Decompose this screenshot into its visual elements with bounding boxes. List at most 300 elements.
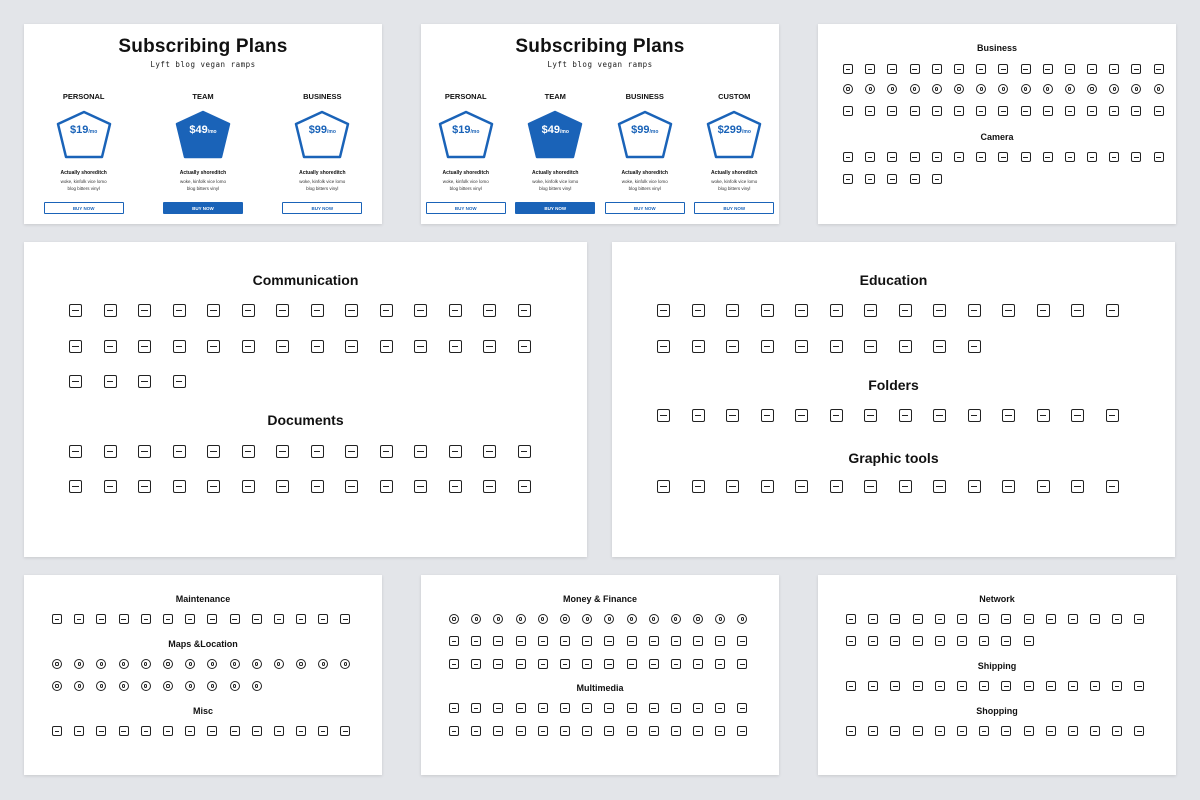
money-icon	[560, 659, 570, 669]
multimedia-icon	[671, 726, 681, 736]
plans-subtitle: Lyft blog vegan ramps	[547, 60, 653, 69]
maps-icon	[74, 681, 84, 691]
maps-icon	[96, 681, 106, 691]
business-icon	[1043, 106, 1053, 116]
communication-icon	[104, 304, 117, 317]
graphic-icon	[795, 480, 808, 493]
plan-desc-heading: Actually shoreditch	[299, 170, 346, 176]
folders-icon	[1071, 409, 1084, 422]
plan-desc-line: woke, kinfolk vice lomo	[299, 179, 346, 184]
communication-icon	[345, 304, 358, 317]
graphic-icon	[726, 480, 739, 493]
plan-column	[161, 92, 245, 214]
documents-icon	[242, 445, 255, 458]
business-icon	[976, 64, 986, 74]
shopping-icon	[890, 726, 900, 736]
communication-icon	[483, 340, 496, 353]
camera-icon	[865, 174, 875, 184]
money-icon	[471, 659, 481, 669]
price-badge	[617, 110, 673, 160]
icon-row	[846, 636, 1046, 646]
icon-row	[846, 614, 1157, 624]
price-label	[527, 124, 583, 136]
shopping-icon	[868, 726, 878, 736]
money-icon	[715, 614, 725, 624]
plan-column	[603, 92, 687, 214]
camera-icon	[910, 152, 920, 162]
business-icon	[887, 84, 897, 94]
maps-icon	[141, 681, 151, 691]
multimedia-icon	[449, 726, 459, 736]
education-icon	[830, 304, 843, 317]
multimedia-icon	[715, 703, 725, 713]
misc-icon	[274, 726, 284, 736]
education-icon	[657, 304, 670, 317]
documents-icon	[345, 445, 358, 458]
folders-title: Folders	[868, 377, 919, 393]
graphic-icon	[761, 480, 774, 493]
maps-icon	[296, 659, 306, 669]
business-icon	[1154, 84, 1164, 94]
price-label	[294, 124, 350, 136]
icon-row	[449, 614, 760, 624]
documents-icon	[138, 445, 151, 458]
maintenance-title: Maintenance	[175, 594, 231, 604]
plan-desc-line: blog bitters vinyl	[306, 186, 339, 191]
multimedia-icon	[493, 726, 503, 736]
money-icon	[693, 614, 703, 624]
communication-icon	[380, 340, 393, 353]
business-icon	[910, 64, 920, 74]
plan-desc	[443, 178, 489, 192]
maintenance-icon	[96, 614, 106, 624]
money-icon	[649, 614, 659, 624]
network-icon	[890, 614, 900, 624]
multimedia-title: Multimedia	[576, 683, 624, 693]
communication-icon	[449, 304, 462, 317]
plan-name: TEAM	[192, 92, 214, 101]
money-icon	[604, 636, 614, 646]
graphic-icon	[1037, 480, 1050, 493]
maps-icon	[230, 681, 240, 691]
business-icon	[954, 106, 964, 116]
communication-icon	[311, 340, 324, 353]
price-amount: $49	[541, 124, 560, 136]
icon-row	[52, 681, 274, 691]
maps-icon	[163, 659, 173, 669]
multimedia-icon	[449, 703, 459, 713]
icon-row	[69, 304, 552, 317]
business-icon	[932, 64, 942, 74]
communication-icon	[173, 304, 186, 317]
money-icon	[493, 659, 503, 669]
documents-icon	[173, 445, 186, 458]
icon-row	[846, 681, 1157, 691]
maps-icon	[274, 659, 284, 669]
money-icon	[671, 614, 681, 624]
documents-icon	[242, 480, 255, 493]
business-icon	[954, 64, 964, 74]
business-icon	[910, 84, 920, 94]
shopping-icon	[1134, 726, 1144, 736]
shipping-icon	[979, 681, 989, 691]
plans-row	[421, 92, 779, 214]
icon-row	[657, 340, 1002, 353]
education-icon	[1037, 304, 1050, 317]
communication-icon	[207, 340, 220, 353]
plan-desc-line: woke, kinfolk vice lomo	[442, 179, 489, 184]
multimedia-icon	[715, 726, 725, 736]
documents-icon	[104, 445, 117, 458]
communication-icon	[345, 340, 358, 353]
business-icon	[887, 106, 897, 116]
shopping-icon	[1112, 726, 1122, 736]
plan-column	[42, 92, 126, 214]
graphic-icon	[1071, 480, 1084, 493]
network-icon	[1024, 636, 1034, 646]
shipping-icon	[1134, 681, 1144, 691]
education-icon	[864, 304, 877, 317]
icon-row	[449, 726, 760, 736]
misc-icon	[340, 726, 350, 736]
education-icon	[692, 304, 705, 317]
business-icon	[976, 106, 986, 116]
documents-icon	[449, 445, 462, 458]
business-icon	[998, 64, 1008, 74]
camera-icon	[1043, 152, 1053, 162]
plan-desc	[711, 178, 757, 192]
camera-icon	[1154, 152, 1164, 162]
education-icon	[726, 304, 739, 317]
communication-icon	[276, 340, 289, 353]
icon-row	[52, 726, 363, 736]
multimedia-icon	[516, 703, 526, 713]
money-icon	[516, 614, 526, 624]
money-icon	[737, 636, 747, 646]
shopping-icon	[1090, 726, 1100, 736]
communication-icon	[449, 340, 462, 353]
misc-icon	[119, 726, 129, 736]
plan-desc-line: woke, kinfolk vice lomo	[621, 179, 668, 184]
maintenance-icon	[52, 614, 62, 624]
documents-icon	[69, 480, 82, 493]
business-icon	[998, 106, 1008, 116]
misc-icon	[207, 726, 217, 736]
education-icon	[899, 340, 912, 353]
price-badge	[438, 110, 494, 160]
communication-icon	[276, 304, 289, 317]
network-icon	[1090, 614, 1100, 624]
money-icon	[516, 636, 526, 646]
money-icon	[715, 659, 725, 669]
plans-title: Subscribing Plans	[515, 36, 685, 57]
documents-icon	[518, 480, 531, 493]
maps-icon	[163, 681, 173, 691]
shipping-icon	[846, 681, 856, 691]
camera-icon	[1109, 152, 1119, 162]
shopping-icon	[1046, 726, 1056, 736]
plan-name: TEAM	[544, 92, 566, 101]
multimedia-icon	[538, 703, 548, 713]
maps-icon	[96, 659, 106, 669]
documents-icon	[483, 445, 496, 458]
price-amount: $49	[189, 124, 208, 136]
multimedia-icon	[582, 726, 592, 736]
network-icon	[979, 614, 989, 624]
money-icon	[649, 636, 659, 646]
money-icon	[715, 636, 725, 646]
shipping-icon	[868, 681, 878, 691]
money-icon	[538, 636, 548, 646]
documents-icon	[380, 480, 393, 493]
icon-row	[657, 480, 1140, 493]
icon-row	[449, 703, 760, 713]
shopping-title: Shopping	[976, 706, 1018, 716]
graphic-icon	[933, 480, 946, 493]
plans-row	[24, 92, 382, 214]
business-icon	[1087, 64, 1097, 74]
buy-now-button[interactable]: BUY NOW	[605, 202, 685, 214]
communication-icon	[173, 340, 186, 353]
money-icon	[627, 636, 637, 646]
misc-icon	[74, 726, 84, 736]
communication-icon	[483, 304, 496, 317]
plan-desc-line: blog bitters vinyl	[67, 186, 100, 191]
icon-row	[69, 445, 552, 458]
network-icon	[979, 636, 989, 646]
education-title: Education	[859, 272, 928, 288]
multimedia-icon	[604, 726, 614, 736]
maps-icon	[141, 659, 151, 669]
money-icon	[627, 659, 637, 669]
communication-icon	[207, 304, 220, 317]
plan-column	[424, 92, 508, 214]
maps-title: Maps &Location	[168, 639, 238, 649]
money-icon	[560, 614, 570, 624]
icon-row	[52, 659, 363, 669]
communication-icon	[242, 304, 255, 317]
documents-icon	[311, 480, 324, 493]
money-icon	[582, 636, 592, 646]
maps-icon	[185, 659, 195, 669]
buy-now-button[interactable]: BUY NOW	[426, 202, 506, 214]
price-unit: /mo	[649, 129, 659, 135]
business-icon	[843, 84, 853, 94]
maps-icon	[207, 681, 217, 691]
business-icon	[1131, 64, 1141, 74]
multimedia-icon	[560, 703, 570, 713]
icon-row	[843, 84, 1176, 94]
multimedia-icon	[516, 726, 526, 736]
buy-now-button[interactable]: BUY NOW	[282, 202, 362, 214]
buy-now-button[interactable]: BUY NOW	[515, 202, 595, 214]
documents-icon	[345, 480, 358, 493]
multimedia-icon	[604, 703, 614, 713]
documents-icon	[104, 480, 117, 493]
shipping-icon	[1046, 681, 1056, 691]
plan-desc-line: woke, kinfolk vice lomo	[711, 179, 758, 184]
multimedia-icon	[627, 726, 637, 736]
business-icon	[932, 106, 942, 116]
shipping-icon	[1001, 681, 1011, 691]
business-icon	[976, 84, 986, 94]
business-icon	[865, 64, 875, 74]
maps-icon	[52, 681, 62, 691]
misc-icon	[252, 726, 262, 736]
money-icon	[582, 614, 592, 624]
business-icon	[1043, 64, 1053, 74]
plan-desc-line: blog bitters vinyl	[628, 186, 661, 191]
plan-name: CUSTOM	[718, 92, 751, 101]
graphic-title: Graphic tools	[848, 450, 939, 466]
shopping-icon	[1024, 726, 1034, 736]
documents-title: Documents	[267, 412, 344, 428]
network-icon	[957, 614, 967, 624]
graphic-icon	[830, 480, 843, 493]
education-icon	[933, 340, 946, 353]
icon-row	[69, 340, 552, 353]
documents-icon	[173, 480, 186, 493]
misc-icon	[96, 726, 106, 736]
plan-desc	[532, 178, 578, 192]
shipping-icon	[1112, 681, 1122, 691]
plan-desc-line: blog bitters vinyl	[539, 186, 572, 191]
documents-icon	[207, 480, 220, 493]
plan-name: PERSONAL	[62, 92, 105, 101]
communication-icon	[311, 304, 324, 317]
maps-icon	[74, 659, 84, 669]
business-icon	[1109, 64, 1119, 74]
education-icon	[795, 340, 808, 353]
money-icon	[582, 659, 592, 669]
misc-icon	[141, 726, 151, 736]
money-icon	[671, 659, 681, 669]
shopping-icon	[1068, 726, 1078, 736]
network-icon	[868, 636, 878, 646]
plan-column	[692, 92, 776, 214]
price-label	[617, 124, 673, 136]
money-icon	[693, 636, 703, 646]
maintenance-icon	[119, 614, 129, 624]
business-icon	[843, 106, 853, 116]
money-icon	[471, 636, 481, 646]
plan-desc-line: blog bitters vinyl	[449, 186, 482, 191]
buy-now-button[interactable]: BUY NOW	[163, 202, 243, 214]
price-unit: /mo	[327, 129, 336, 135]
folders-icon	[657, 409, 670, 422]
maintenance-icon	[163, 614, 173, 624]
plan-desc-heading: Actually shoreditch	[60, 170, 107, 176]
education-icon	[968, 304, 981, 317]
multimedia-icon	[671, 703, 681, 713]
plan-column	[513, 92, 597, 214]
folders-icon	[968, 409, 981, 422]
folders-icon	[933, 409, 946, 422]
folders-icon	[795, 409, 808, 422]
multimedia-icon	[737, 703, 747, 713]
maintenance-icon	[185, 614, 195, 624]
icon-row	[449, 636, 760, 646]
money-icon	[560, 636, 570, 646]
maintenance-icon	[340, 614, 350, 624]
camera-icon	[954, 152, 964, 162]
network-icon	[913, 614, 923, 624]
education-icon	[726, 340, 739, 353]
communication-icon	[380, 304, 393, 317]
camera-icon	[843, 174, 853, 184]
shipping-icon	[957, 681, 967, 691]
pricing-card-right	[421, 24, 779, 224]
multimedia-icon	[493, 703, 503, 713]
price-badge	[175, 110, 231, 160]
maps-icon	[318, 659, 328, 669]
plan-desc-line: woke, kinfolk vice lomo	[179, 179, 226, 184]
education-icon	[692, 340, 705, 353]
price-label	[438, 124, 494, 136]
money-icon	[538, 614, 548, 624]
money-icon	[604, 659, 614, 669]
plan-desc-line: blog bitters vinyl	[186, 186, 220, 191]
business-icon	[865, 84, 875, 94]
education-icon	[899, 304, 912, 317]
misc-icon	[185, 726, 195, 736]
documents-icon	[276, 480, 289, 493]
plan-name: BUSINESS	[625, 92, 664, 101]
graphic-icon	[899, 480, 912, 493]
camera-icon	[932, 174, 942, 184]
network-icon	[890, 636, 900, 646]
price-unit: /mo	[470, 129, 480, 135]
money-icon	[493, 614, 503, 624]
icon-row	[449, 659, 760, 669]
network-icon	[1068, 614, 1078, 624]
folders-icon	[830, 409, 843, 422]
network-card	[818, 575, 1176, 775]
plan-desc	[61, 178, 107, 192]
misc-icon	[296, 726, 306, 736]
maps-icon	[340, 659, 350, 669]
buy-now-button[interactable]: BUY NOW	[44, 202, 124, 214]
buy-now-button[interactable]: BUY NOW	[694, 202, 774, 214]
camera-icon	[1065, 152, 1075, 162]
business-card	[818, 24, 1176, 224]
price-unit: /mo	[207, 129, 217, 135]
documents-icon	[276, 445, 289, 458]
camera-icon	[998, 152, 1008, 162]
multimedia-icon	[649, 703, 659, 713]
documents-icon	[380, 445, 393, 458]
business-icon	[1043, 84, 1053, 94]
education-icon	[1106, 304, 1119, 317]
network-icon	[868, 614, 878, 624]
shopping-icon	[935, 726, 945, 736]
business-icon	[954, 84, 964, 94]
money-icon	[671, 636, 681, 646]
communication-icon	[414, 340, 427, 353]
plan-desc-heading: Actually shoreditch	[442, 170, 489, 176]
shipping-icon	[890, 681, 900, 691]
shipping-icon	[1090, 681, 1100, 691]
communication-icon	[138, 340, 151, 353]
icon-row	[843, 64, 1176, 74]
camera-title: Camera	[980, 132, 1014, 142]
plan-desc	[299, 178, 345, 192]
education-icon	[968, 340, 981, 353]
education-icon	[795, 304, 808, 317]
plan-column	[280, 92, 364, 214]
business-icon	[1087, 84, 1097, 94]
education-icon	[1002, 304, 1015, 317]
